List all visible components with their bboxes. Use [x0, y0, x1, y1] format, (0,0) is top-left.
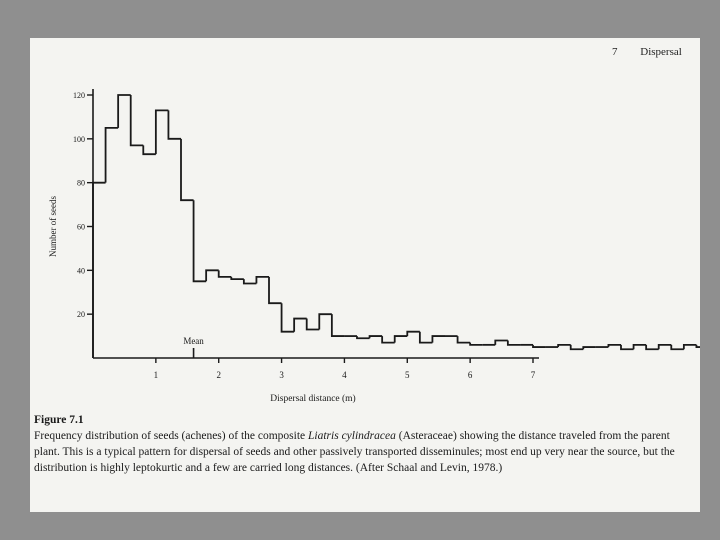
- caption-text-end: (Asteraceae) showing the distance traveled from the parent plant. This is a typical pattern for dispersal of seeds and other passively transported disseminules; most end up very near the source, but the distribution is highly leptokurtic and a few are carried long distances. (After Schaal and Levin, 1978.): [34, 430, 675, 474]
- histogram-bar: [231, 277, 244, 279]
- histogram-bar: [357, 336, 370, 338]
- histogram-bar: [256, 277, 269, 284]
- histogram-bar: [621, 345, 634, 349]
- histogram-bar: [558, 345, 571, 347]
- histogram-bar: [319, 314, 332, 329]
- histogram-bar: [307, 319, 320, 330]
- x-tick-label: 5: [405, 370, 410, 380]
- histogram-bar: [470, 343, 483, 345]
- histogram-bar: [432, 336, 445, 343]
- histogram-bar: [219, 270, 232, 277]
- y-tick-label: 100: [73, 134, 85, 144]
- mean-label: Mean: [183, 336, 204, 346]
- histogram-bar: [168, 110, 181, 138]
- book-page: [30, 38, 700, 512]
- x-tick-label: 7: [530, 370, 536, 380]
- x-axis-label: Dispersal distance (m): [270, 394, 356, 404]
- histogram-bar: [118, 95, 131, 128]
- histogram-bar: [420, 332, 433, 343]
- y-axis-label: Number of seeds: [48, 196, 58, 257]
- x-tick-label: 3: [279, 370, 284, 380]
- y-tick-label: 40: [77, 266, 85, 276]
- histogram-bar: [646, 345, 659, 349]
- caption-text-start: Frequency distribution of seeds (achenes) of the composite: [34, 430, 309, 442]
- histogram-bar: [282, 303, 295, 331]
- histogram-bar: [143, 145, 156, 154]
- y-tick-label: 80: [77, 178, 85, 188]
- section-title: Dispersal: [640, 46, 682, 58]
- histogram-bar: [583, 347, 596, 349]
- x-tick-label: 6: [467, 370, 473, 380]
- histogram-bar: [269, 277, 282, 303]
- histogram-bar: [294, 319, 307, 332]
- histogram-bar: [106, 128, 119, 183]
- histogram-bar: [395, 336, 408, 343]
- histogram-bar: [696, 345, 700, 347]
- histogram-bar: [508, 340, 521, 344]
- histogram-bar: [194, 200, 207, 281]
- histogram-bar: [671, 345, 684, 349]
- histogram-bar: [608, 345, 621, 347]
- histogram-bar: [533, 345, 546, 347]
- page-number: 7: [612, 46, 618, 58]
- histogram-bar: [244, 279, 257, 283]
- histogram-bar: [458, 336, 471, 343]
- x-tick-label: 2: [216, 370, 221, 380]
- species-name: Liatris cylindracea: [308, 430, 396, 442]
- histogram-bar: [181, 139, 194, 200]
- histogram-bar: [659, 345, 672, 349]
- histogram-bar: [131, 95, 144, 145]
- x-tick-label: 1: [153, 370, 159, 380]
- figure-caption: [34, 412, 694, 476]
- histogram-bar: [370, 336, 383, 338]
- y-tick-label: 60: [77, 222, 85, 232]
- y-tick-label: 120: [73, 91, 85, 100]
- y-tick-label: 20: [77, 310, 85, 320]
- histogram-bar: [495, 340, 508, 344]
- histogram-bar: [332, 314, 345, 336]
- x-tick-label: 4: [342, 370, 347, 380]
- histogram-bar: [634, 345, 647, 349]
- histogram-bar: [206, 270, 219, 281]
- seed-dispersal-histogram: [30, 38, 700, 412]
- histogram-bar: [684, 345, 697, 349]
- histogram-bar: [407, 332, 420, 336]
- histogram-bar: [93, 183, 106, 358]
- histogram-bar: [156, 110, 169, 154]
- histogram-bar: [571, 345, 584, 349]
- figure-label: Figure 7.1: [34, 414, 84, 426]
- histogram-bar: [382, 336, 395, 343]
